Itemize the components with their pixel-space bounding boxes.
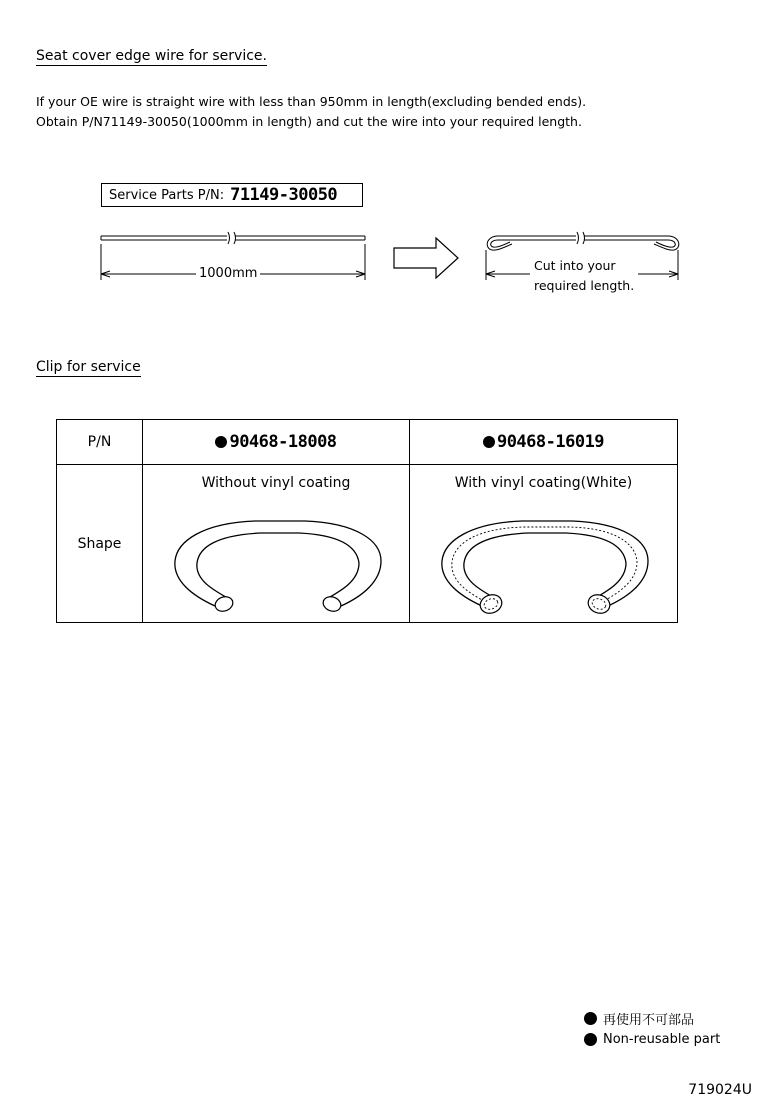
bent-end-wire bbox=[487, 232, 679, 250]
service-part-number-box bbox=[101, 183, 363, 207]
pn-header: P/N bbox=[87, 434, 112, 450]
table-row bbox=[57, 420, 678, 465]
table-row bbox=[57, 465, 678, 623]
cut-instruction-line-2: required length. bbox=[534, 278, 635, 293]
length-label: 1000mm bbox=[196, 266, 260, 281]
legend bbox=[584, 1008, 720, 1050]
shape-cell bbox=[410, 465, 678, 623]
clip-section-heading: Clip for service bbox=[36, 359, 141, 375]
part-number: 90468-18008 bbox=[229, 432, 337, 452]
pn-header-cell bbox=[57, 420, 143, 465]
wire-section-heading: Seat cover edge wire for service. bbox=[36, 48, 267, 64]
non-reusable-dot-icon bbox=[584, 1033, 597, 1046]
right-arrow-icon bbox=[394, 238, 458, 278]
shape-caption: Without vinyl coating bbox=[201, 475, 351, 491]
wire-instruction-line-1: If your OE wire is straight wire with less than 950mm in length(excluding bended ends). bbox=[36, 94, 587, 109]
part-number: 90468-16019 bbox=[496, 432, 605, 452]
illustration-code: 719024U bbox=[688, 1082, 752, 1098]
part-number-cell bbox=[410, 420, 678, 465]
uncoated-clip-drawing bbox=[143, 501, 410, 621]
legend-jp-text: 再使用不可部品 bbox=[603, 1013, 695, 1028]
wire-instruction-line-2: Obtain P/N71149-30050(1000mm in length) and cut the wire into your required length. bbox=[36, 114, 582, 129]
non-reusable-dot-icon bbox=[584, 1012, 597, 1025]
shape-header-cell bbox=[57, 465, 143, 623]
non-reusable-dot-icon bbox=[483, 436, 495, 448]
service-parts-label: Service Parts P/N: bbox=[109, 187, 225, 203]
legend-item-jp bbox=[584, 1008, 720, 1029]
cut-instruction-label bbox=[530, 256, 638, 296]
shape-caption: With vinyl coating(White) bbox=[454, 475, 633, 491]
straight-wire bbox=[101, 232, 365, 244]
cut-instruction-line-1: Cut into your bbox=[534, 258, 616, 273]
wire-diagram bbox=[0, 220, 760, 300]
legend-item-en bbox=[584, 1029, 720, 1050]
service-part-number: 71149-30050 bbox=[230, 185, 338, 205]
part-number-cell bbox=[143, 420, 410, 465]
clip-table bbox=[56, 419, 678, 623]
vinyl-coated-clip-drawing bbox=[410, 501, 678, 621]
legend-en-text: Non-reusable part bbox=[603, 1032, 721, 1047]
non-reusable-dot-icon bbox=[215, 436, 227, 448]
shape-header: Shape bbox=[77, 535, 122, 552]
shape-cell bbox=[143, 465, 410, 623]
